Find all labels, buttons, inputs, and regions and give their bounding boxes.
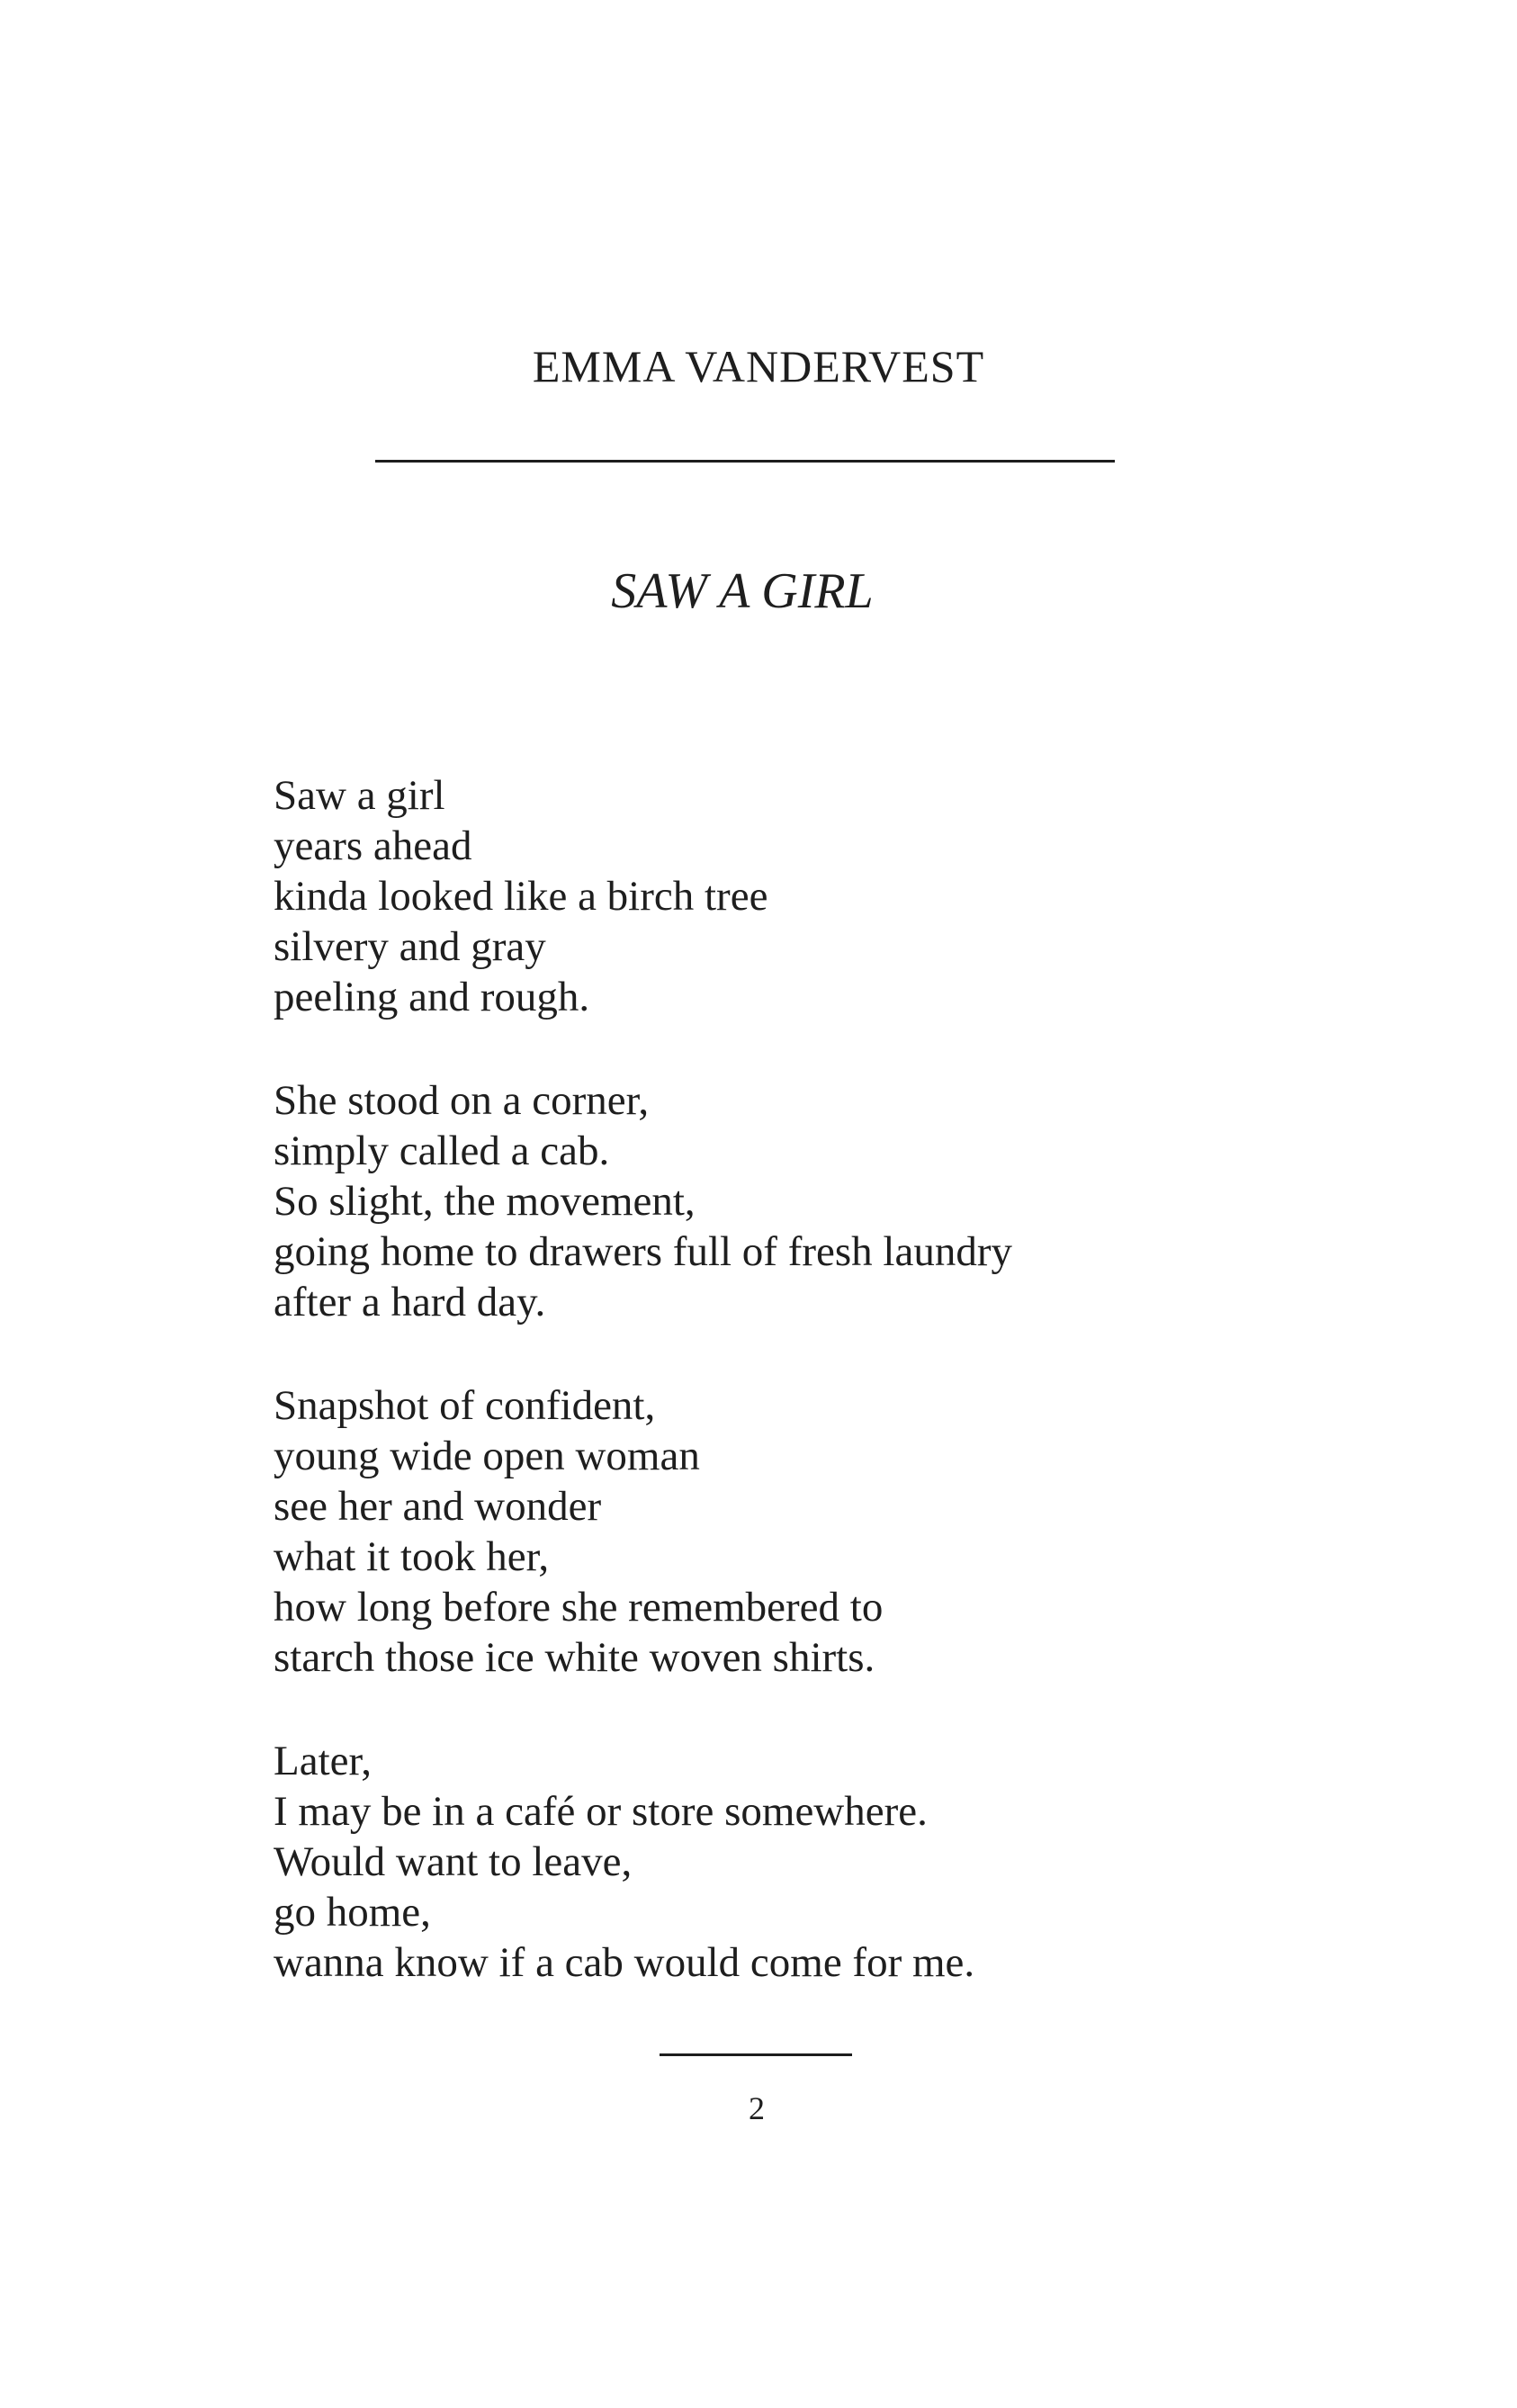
- poem-line: peeling and rough.: [274, 974, 590, 1020]
- stanza-4: [274, 1736, 1443, 1988]
- stanza-2: [274, 1075, 1443, 1327]
- author-name: EMMA VANDERVEST: [532, 341, 985, 391]
- poem-line: starch those ice white woven shirts.: [274, 1634, 875, 1681]
- stanza-3: [274, 1380, 1443, 1683]
- poem-line: simply called a cab.: [274, 1128, 610, 1174]
- poem-line: Saw a girl: [274, 772, 445, 819]
- header-divider: [375, 460, 1115, 463]
- poem-line: young wide open woman: [274, 1433, 700, 1479]
- poem-line: silvery and gray: [274, 923, 546, 970]
- poem-line: after a hard day.: [274, 1279, 546, 1325]
- page-number: 2: [749, 2090, 765, 2126]
- poem-line: So slight, the movement,: [274, 1178, 696, 1225]
- poem-line: see her and wonder: [274, 1483, 602, 1530]
- poem-line: how long before she remembered to: [274, 1584, 884, 1631]
- poem-line: go home,: [274, 1889, 431, 1936]
- poem-line: kinda looked like a birch tree: [274, 873, 768, 920]
- poem-line: years ahead: [274, 822, 472, 869]
- poem-line: wanna know if a cab would come for me.: [274, 1939, 975, 1986]
- poem-line: I may be in a café or store somewhere.: [274, 1788, 928, 1835]
- poem-line: Later,: [274, 1738, 373, 1784]
- poem-line: going home to drawers full of fresh laundry: [274, 1228, 1012, 1275]
- poem-line: She stood on a corner,: [274, 1077, 650, 1124]
- poem-line: Would want to leave,: [274, 1838, 633, 1885]
- footer-divider: [660, 2053, 852, 2056]
- poem-line: Snapshot of confident,: [274, 1382, 656, 1429]
- poem-body: [274, 770, 1443, 2041]
- stanza-1: [274, 770, 1443, 1022]
- poem-title: SAW A GIRL: [611, 563, 874, 619]
- poem-line: what it took her,: [274, 1533, 550, 1580]
